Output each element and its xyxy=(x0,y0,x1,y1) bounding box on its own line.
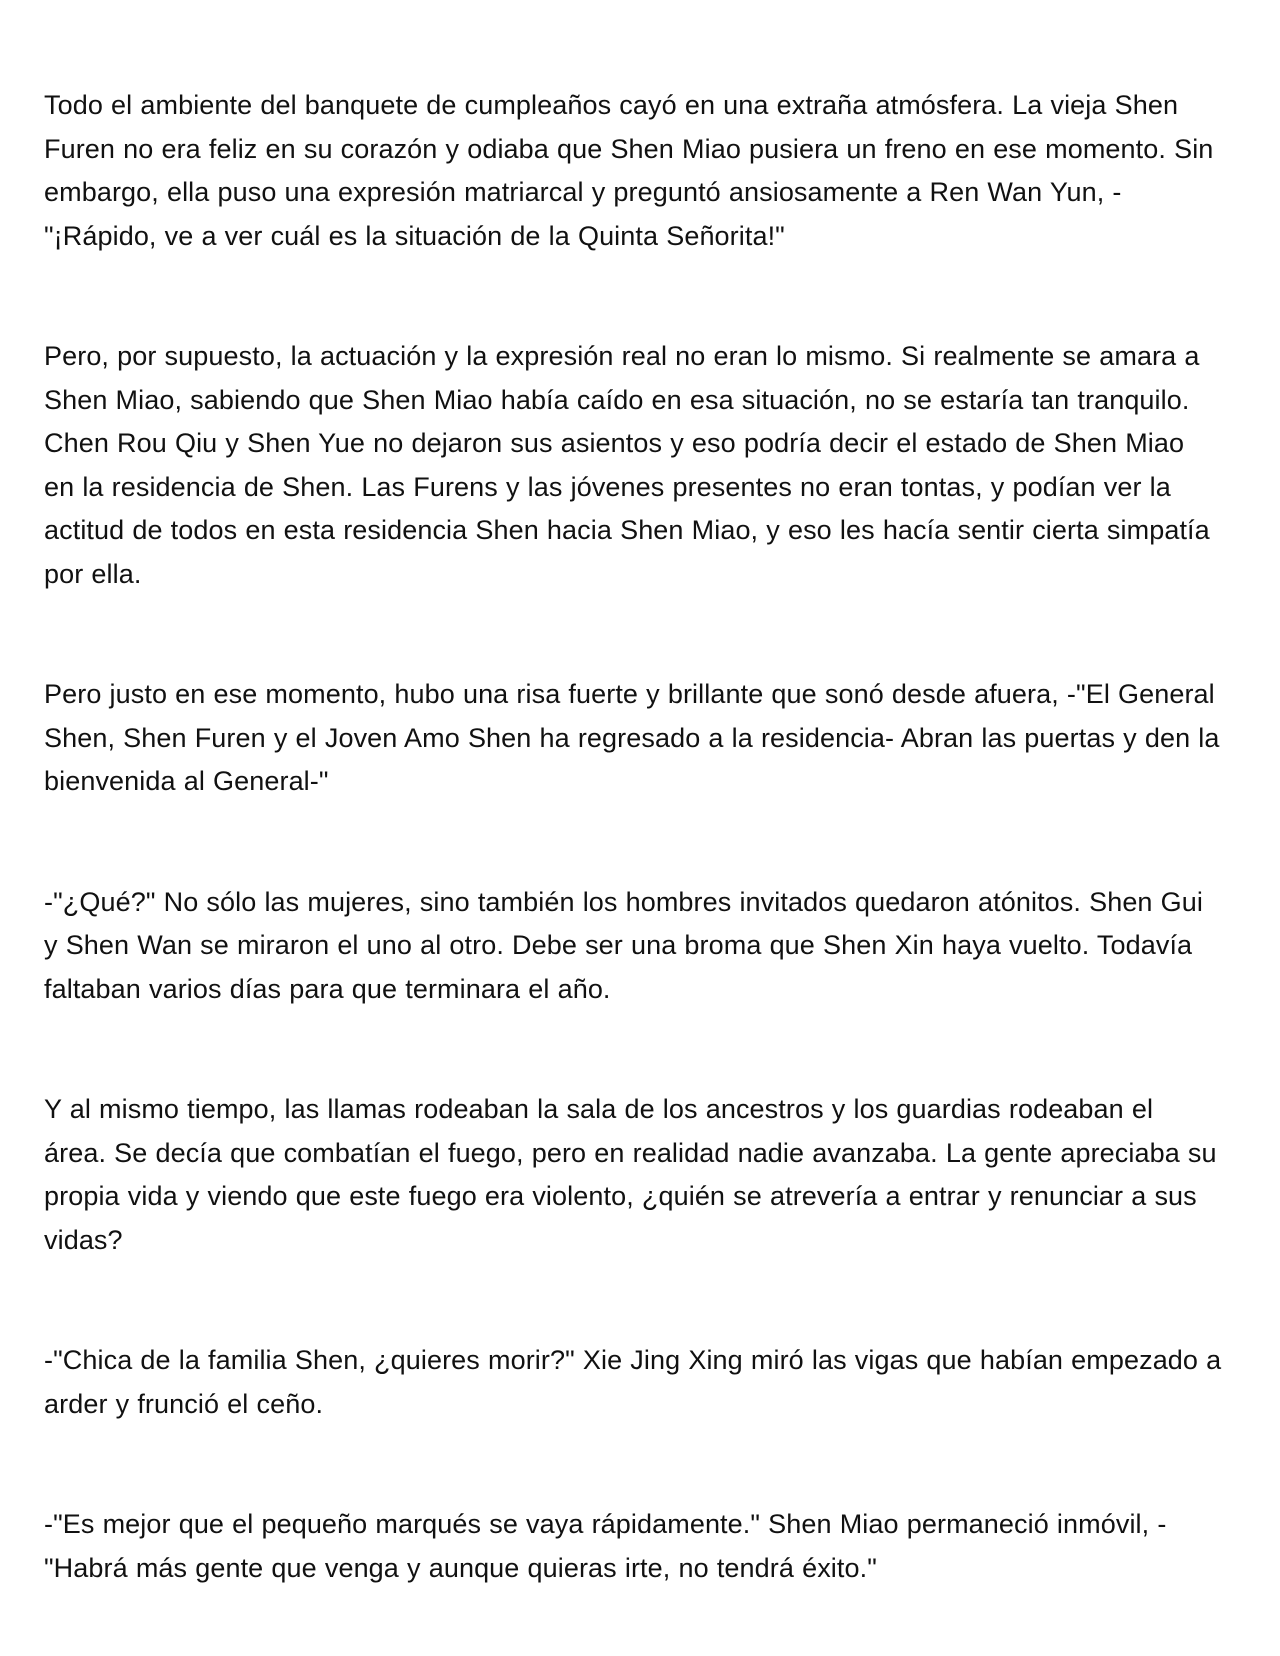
paragraph-5: Y al mismo tiempo, las llamas rodeaban la sala de los ancestros y los guardias rodeaban el área. Se decía que combatían el fuego, pero en realidad nadie avanzaba. La gente apreciaba su propia vida y viendo que este fuego era violento, ¿quién se atrevería a entrar y renunciar a sus vidas? xyxy=(44,1094,1217,1255)
paragraph-2: Pero, por supuesto, la actuación y la expresión real no eran lo mismo. Si realmente se amara a Shen Miao, sabiendo que Shen Miao había caído en esa situación, no se estaría tan tranquilo. Chen Rou Qiu y Shen Yue no dejaron sus asientos y eso podría decir el estado de Shen Miao en la residencia de Shen. Las Furens y las jóvenes presentes no eran tontas, y podían ver la actitud de todos en esta residencia Shen hacia Shen Miao, y eso les hacía sentir cierta simpatía por ella. xyxy=(44,341,1210,589)
paragraph-1: Todo el ambiente del banquete de cumpleaños cayó en una extraña atmósfera. La vieja Shen Furen no era feliz en su corazón y odiaba que Shen Miao pusiera un freno en ese momento. Sin embargo, ella puso una expresión matriarcal y preguntó ansiosamente a Ren Wan Yun, -"¡Rápido, ve a ver cuál es la situación de la Quinta Señorita!" xyxy=(44,90,1214,251)
paragraph-7: -"Es mejor que el pequeño marqués se vaya rápidamente." Shen Miao permaneció inmóvil, -"Habrá más gente que venga y aunque quieras irte, no tendrá éxito." xyxy=(44,1509,1167,1583)
paragraph-4: -"¿Qué?" No sólo las mujeres, sino también los hombres invitados quedaron atónitos. Shen Gui y Shen Wan se miraron el uno al otro. Debe ser una broma que Shen Xin haya vuelto. Todavía faltaban varios días para que terminara el año. xyxy=(44,886,1203,1004)
paragraph-3: Pero justo en ese momento, hubo una risa fuerte y brillante que sonó desde afuera, -"El General Shen, Shen Furen y el Joven Amo Shen ha regresado a la residencia- Abran las puertas y den la bienvenida al General-" xyxy=(44,679,1220,796)
paragraph-6: -"Chica de la familia Shen, ¿quieres morir?" Xie Jing Xing miró las vigas que habían empezado a arder y frunció el ceño. xyxy=(44,1345,1222,1419)
